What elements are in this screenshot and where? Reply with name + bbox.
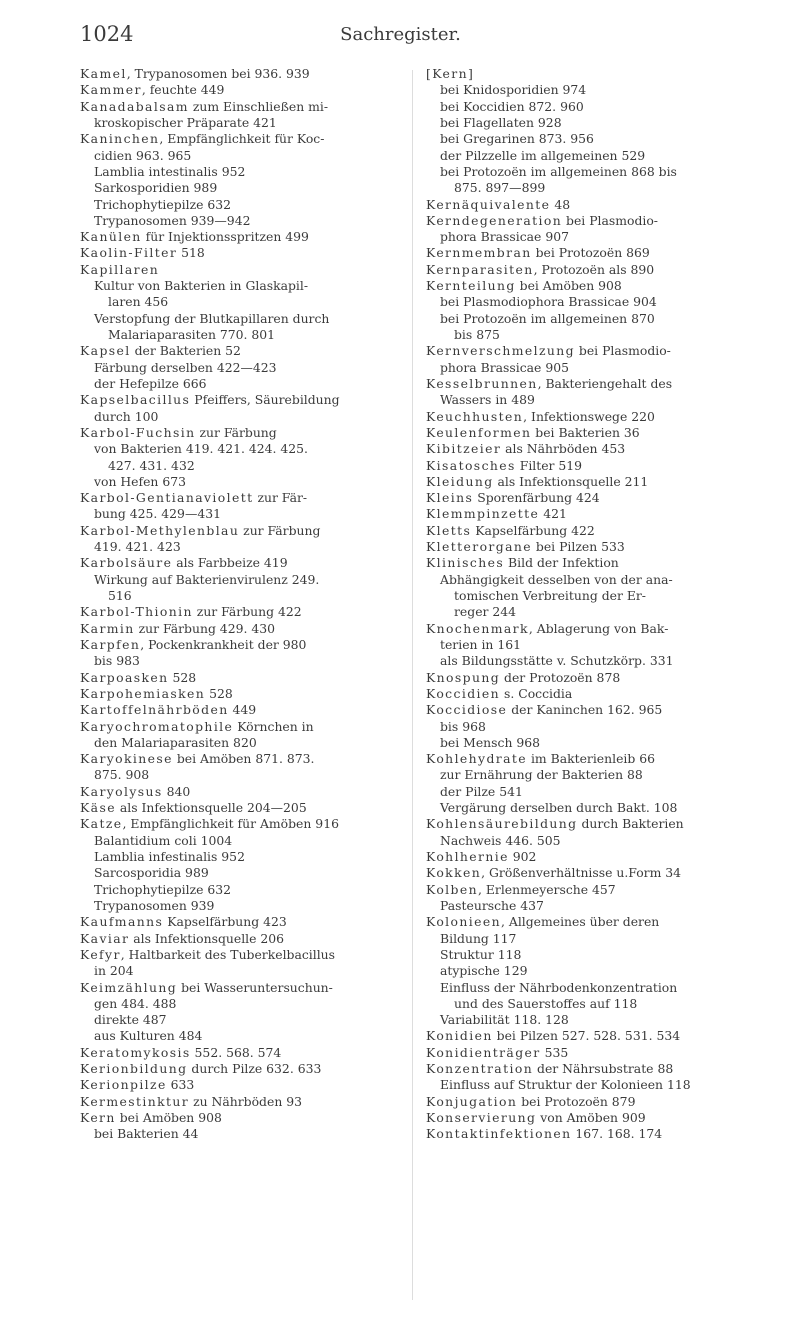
index-entry — [426, 555, 771, 571]
entry-keyword: Kisatosches — [426, 457, 516, 473]
entry-text: , Ablagerung von Bak- — [528, 620, 669, 636]
sub-entry-continuation: laren 456 — [108, 294, 169, 310]
entry-keyword: Konidien — [426, 1028, 493, 1044]
sub-entry-continuation: 875. 897—899 — [454, 180, 546, 196]
index-entry — [426, 1126, 771, 1142]
entry-text: von Amöben 909 — [536, 1110, 646, 1125]
entry-text: der Protozoën 878 — [500, 669, 621, 685]
entry-keyword: Konzentration — [426, 1061, 534, 1077]
entry-keyword: Kletterorgane — [426, 539, 532, 555]
entry-keyword: Kefyr — [80, 946, 121, 962]
entry-keyword: Kerionbildung — [80, 1061, 188, 1077]
entry-text: der Bakterien 52 — [130, 343, 241, 359]
entry-keyword: Konservierung — [426, 1110, 537, 1125]
entry-text: durch Bakterien — [577, 816, 684, 832]
index-entry — [426, 262, 771, 278]
entry-keyword: Kleidung — [426, 473, 494, 489]
entry-text: bei Wasseruntersuchun- — [177, 979, 333, 995]
entry-text: der Nährsubstrate 88 — [533, 1061, 674, 1077]
index-entry — [426, 621, 771, 637]
sub-entry: der Hefepilze 666 — [94, 375, 207, 391]
page-number: 1024 — [80, 22, 134, 46]
sub-entry: Trypanosomen 939—942 — [94, 212, 251, 228]
entry-text: , Trypanosomen bei 936. 939 — [126, 66, 310, 81]
entry-keyword: Kanülen — [80, 229, 142, 245]
entry-keyword: Kern — [80, 1110, 116, 1125]
entry-text: 535 — [540, 1044, 569, 1060]
index-entry — [80, 131, 425, 147]
index-entry — [426, 278, 771, 294]
entry-keyword: Kartoffelnährböden — [80, 702, 229, 718]
entry-text: für Injektionsspritzen 499 — [141, 229, 309, 245]
index-entry — [80, 637, 425, 653]
sub-entry: als Bildungsstätte v. Schutzkörp. 331 — [440, 653, 674, 669]
sub-entry: Einfluss der Nährbodenkonzentration — [440, 979, 678, 995]
sub-entry: Abhängigkeit desselben von der ana- — [440, 571, 673, 587]
entry-text: 633 — [166, 1077, 195, 1093]
entry-continuation: Wassers in 489 — [440, 392, 535, 408]
entry-keyword: [Kern] — [426, 66, 475, 81]
entry-continuation: terien in 161 — [440, 636, 521, 652]
sub-entry: von Hefen 673 — [94, 473, 187, 489]
index-entry — [426, 474, 771, 490]
sub-entry: bei Flagellaten 928 — [440, 114, 562, 130]
entry-text: bei Amöben 908 — [515, 278, 622, 294]
entry-keyword: Karyochromatophile — [80, 718, 234, 734]
index-entry — [426, 751, 771, 767]
entry-keyword: Kleins — [426, 490, 474, 506]
index-entry — [80, 392, 425, 408]
entry-text: zu Nährböden 93 — [189, 1093, 302, 1109]
entry-continuation: den Malariaparasiten 820 — [94, 734, 257, 750]
index-entry — [80, 82, 425, 98]
sub-entry: der Pilzzelle im allgemeinen 529 — [440, 147, 646, 163]
sub-entry: atypische 129 — [440, 963, 528, 979]
sub-entry: Kultur von Bakterien in Glaskapil- — [94, 278, 309, 294]
index-entry — [426, 197, 771, 213]
entry-text: zur Färbung 429. 430 — [134, 620, 275, 636]
entry-keyword: Kernäquivalente — [426, 196, 551, 212]
index-entry — [426, 506, 771, 522]
entry-text: Pfeiffers, Säurebildung — [190, 392, 340, 408]
entry-text: zur Färbung — [239, 522, 321, 538]
entry-keyword: Kerndegeneration — [426, 212, 563, 228]
index-entry — [426, 409, 771, 425]
entry-text: Kapselfärbung 422 — [471, 522, 595, 538]
entry-continuation: in 204 — [94, 963, 134, 979]
entry-keyword: Keulenformen — [426, 424, 532, 440]
entry-continuation: bung 425. 429—431 — [94, 506, 221, 522]
sub-entry-continuation: 427. 431. 432 — [108, 457, 195, 473]
entry-text: 421 — [539, 506, 567, 522]
entry-keyword: Koccidiose — [426, 702, 508, 718]
entry-text: im Bakterienleib 66 — [527, 751, 655, 767]
entry-keyword: Karyokinese — [80, 751, 173, 767]
index-entry — [426, 1045, 771, 1061]
entry-continuation: phora Brassicae 905 — [440, 359, 569, 375]
entry-continuation: cidien 963. 965 — [94, 147, 192, 163]
sub-entry: bei Bakterien 44 — [94, 1126, 199, 1142]
index-entry — [80, 245, 425, 261]
index-entry — [426, 490, 771, 506]
entry-keyword: Knochenmark — [426, 620, 529, 636]
index-entry — [426, 343, 771, 359]
index-entry — [80, 1094, 425, 1110]
entry-text: zur Fär- — [253, 490, 308, 506]
entry-text: bei Pilzen 533 — [531, 539, 625, 555]
entry-text: Kapselfärbung 423 — [163, 914, 287, 930]
index-entry — [80, 343, 425, 359]
index-entry — [80, 262, 425, 278]
entry-keyword: Keratomykosis — [80, 1044, 191, 1060]
entry-text: 552. 568. 574 — [190, 1044, 282, 1060]
index-entry — [80, 621, 425, 637]
entry-keyword: Kernverschmelzung — [426, 343, 575, 359]
sub-entry: Variabilität 118. 128 — [440, 1012, 569, 1028]
entry-keyword: Konidienträger — [426, 1044, 541, 1060]
entry-keyword: Kaviar — [80, 930, 130, 946]
entry-text: als Infektionsquelle 204—205 — [115, 800, 307, 816]
sub-entry: Vergärung derselben durch Bakt. 108 — [440, 800, 678, 816]
index-entry — [426, 1110, 771, 1126]
entry-text: bei Bakterien 36 — [531, 424, 640, 440]
entry-text: s. Coccidia — [500, 685, 573, 701]
entry-text: Körnchen in — [233, 718, 314, 734]
entry-text: durch Pilze 632. 633 — [187, 1061, 322, 1077]
sub-entry-continuation: reger 244 — [454, 604, 517, 620]
sub-entry: Trypanosomen 939 — [94, 897, 215, 913]
sub-entry-continuation: tomischen Verbreitung der Er- — [454, 588, 646, 603]
entry-text: bei Plasmodio- — [562, 212, 658, 228]
entry-keyword: Kolonieen — [426, 914, 501, 930]
entry-text: zur Färbung 422 — [192, 604, 302, 620]
sub-entry-continuation: Malariaparasiten 770. 801 — [108, 327, 276, 342]
entry-text: zum Einschließen mi- — [188, 98, 329, 114]
entry-keyword: Kohlehydrate — [426, 751, 527, 767]
sub-entry-continuation: 516 — [108, 588, 132, 603]
entry-keyword: Katze — [80, 816, 123, 832]
entry-text: 167. 168. 174 — [571, 1126, 663, 1142]
entry-continuation: Bildung 117 — [440, 930, 517, 946]
index-entry — [426, 702, 771, 718]
index-entry — [80, 719, 425, 735]
entry-text: der Kaninchen 162. 965 — [507, 702, 663, 718]
index-entry — [80, 555, 425, 571]
entry-continuation: gen 484. 488 — [94, 995, 177, 1011]
entry-continuation: 419. 421. 423 — [94, 539, 181, 555]
index-entry — [80, 1077, 425, 1093]
sub-entry: Färbung derselben 422—423 — [94, 359, 277, 375]
index-entry — [426, 670, 771, 686]
sub-entry: bei Gregarinen 873. 956 — [440, 131, 594, 147]
sub-entry: Trichophytiepilze 632 — [94, 196, 232, 212]
entry-keyword: Kermestinktur — [80, 1093, 190, 1109]
entry-keyword: Kletts — [426, 522, 472, 538]
entry-keyword: Koccidien — [426, 685, 501, 701]
index-entry — [80, 425, 425, 441]
entry-text: , Größenverhältnisse u.Form 34 — [481, 865, 682, 881]
index-entry — [426, 882, 771, 898]
entry-keyword: Karbol-Thionin — [80, 604, 193, 620]
index-entry — [80, 931, 425, 947]
index-entry — [426, 865, 771, 881]
entry-text: , Erlenmeyersche 457 — [478, 881, 616, 897]
index-entry — [426, 458, 771, 474]
entry-continuation: phora Brassicae 907 — [440, 229, 569, 245]
index-entry — [80, 66, 425, 82]
entry-continuation: kroskopischer Präparate 421 — [94, 114, 277, 130]
index-entry — [426, 245, 771, 261]
entry-text: , Empfänglichkeit für Koc- — [159, 131, 325, 147]
index-entry — [80, 800, 425, 816]
entry-keyword: Kanadabalsam — [80, 98, 189, 114]
sub-entry: Struktur 118 — [440, 946, 522, 962]
entry-keyword: Konjugation — [426, 1093, 518, 1109]
index-entry — [80, 1110, 425, 1126]
entry-keyword: Karyolysus — [80, 783, 163, 799]
index-entry — [80, 1061, 425, 1077]
index-entry — [426, 213, 771, 229]
entry-keyword: Kesselbrunnen — [426, 375, 538, 391]
entry-keyword: Karpoasken — [80, 669, 169, 685]
sub-entry: Wirkung auf Bakterienvirulenz 249. — [94, 571, 320, 587]
entry-keyword: Keuchhusten — [426, 408, 524, 424]
entry-text: 528 — [168, 669, 197, 685]
entry-text: , Allgemeines über deren — [501, 914, 660, 930]
entry-keyword: Karbol-Fuchsin — [80, 424, 196, 440]
entry-text: , Pockenkrankheit der 980 — [140, 636, 307, 652]
entry-keyword: Kapselbacillus — [80, 392, 191, 408]
entry-keyword: Kibitzeier — [426, 441, 502, 457]
entry-text: Filter 519 — [515, 457, 583, 473]
entry-text: Bild der Infektion — [504, 555, 619, 571]
sub-entry: aus Kulturen 484 — [94, 1028, 203, 1044]
sub-entry-continuation: bis 875 — [454, 327, 500, 342]
entry-text: , Empfänglichkeit für Amöben 916 — [122, 816, 339, 832]
entry-continuation: zur Ernährung der Bakterien 88 — [440, 767, 643, 783]
sub-entry-continuation: und des Sauerstoffes auf 118 — [454, 995, 638, 1011]
index-entry — [426, 816, 771, 832]
index-entry — [80, 490, 425, 506]
sub-entry: Pasteursche 437 — [440, 897, 544, 913]
entry-continuation: durch 100 — [94, 408, 159, 424]
index-entry — [80, 523, 425, 539]
index-entry — [426, 1061, 771, 1077]
entry-keyword: Kapsel — [80, 343, 131, 359]
index-entry — [426, 539, 771, 555]
entry-text: als Infektionsquelle 206 — [129, 930, 285, 946]
page-header — [0, 22, 801, 48]
entry-keyword: Kapillaren — [80, 261, 160, 277]
index-entry — [426, 686, 771, 702]
entry-text: 902 — [508, 849, 537, 864]
entry-text: bei Amöben 908 — [115, 1110, 222, 1125]
entry-keyword: Karbol-Methylenblau — [80, 522, 240, 538]
entry-keyword: Kerionpilze — [80, 1077, 167, 1093]
entry-keyword: Kontaktinfektionen — [426, 1126, 572, 1142]
entry-continuation: bis 983 — [94, 653, 140, 669]
index-entry — [80, 670, 425, 686]
entry-keyword: Kolben — [426, 881, 478, 897]
entry-text: bei Pilzen 527. 528. 531. 534 — [492, 1028, 681, 1044]
index-entry — [426, 1094, 771, 1110]
left-column — [80, 66, 425, 1143]
entry-text: , Protozoën als 890 — [533, 261, 655, 277]
entry-keyword: Käse — [80, 800, 116, 816]
entry-text: als Farbbeize 419 — [172, 555, 288, 571]
sub-entry: Sarkosporidien 989 — [94, 180, 218, 196]
entry-keyword: Keimzählung — [80, 979, 178, 995]
entry-text: 48 — [550, 196, 571, 212]
sub-entry: bei Koccidien 872. 960 — [440, 98, 584, 114]
running-title: Sachregister. — [340, 24, 461, 45]
sub-entry: bei Mensch 968 — [440, 734, 541, 750]
right-column — [426, 66, 771, 1143]
entry-keyword: Kaninchen — [80, 131, 160, 147]
sub-entry: Trichophytiepilze 632 — [94, 881, 232, 897]
entry-keyword: Klemmpinzette — [426, 506, 540, 522]
entry-keyword: Karpohemiasken — [80, 685, 206, 701]
entry-keyword: Kohlhernie — [426, 849, 509, 864]
entry-text: , Bakteriengehalt des — [537, 375, 673, 391]
entry-continuation: der Pilze 541 — [440, 783, 523, 799]
index-entry — [426, 1028, 771, 1044]
index-entry — [80, 1045, 425, 1061]
entry-keyword: Kohlensäurebildung — [426, 816, 578, 832]
entry-text: , Haltbarkeit des Tuberkelbacillus — [120, 946, 336, 962]
index-entry — [80, 229, 425, 245]
sub-entry: bei Knidosporidien 974 — [440, 82, 587, 98]
entry-continuation: Nachweis 446. 505 — [440, 832, 561, 848]
index-entry — [80, 914, 425, 930]
entry-text: Sporenfärbung 424 — [473, 490, 600, 506]
entry-keyword: Kernmembran — [426, 245, 532, 261]
sub-entry: bei Protozoën im allgemeinen 868 bis — [440, 163, 677, 179]
entry-text: als Infektionsquelle 211 — [493, 473, 649, 489]
entry-keyword: Klinisches — [426, 555, 505, 571]
sub-entry: Verstopfung der Blutkapillaren durch — [94, 310, 330, 326]
entry-text: , feuchte 449 — [141, 82, 225, 98]
entry-keyword: Karmin — [80, 620, 135, 636]
index-entry — [426, 523, 771, 539]
sub-entry: von Bakterien 419. 421. 424. 425. — [94, 441, 308, 457]
entry-text: bei Protozoën 879 — [517, 1093, 636, 1109]
index-entry — [426, 441, 771, 457]
entry-keyword: Karbol-Gentianaviolett — [80, 490, 254, 506]
entry-text: zur Färbung — [195, 424, 277, 440]
entry-keyword: Knospung — [426, 669, 501, 685]
entry-text: 528 — [205, 685, 233, 701]
sub-entry: Einfluss auf Struktur der Kolonieen 118 — [440, 1077, 691, 1093]
sub-entry: Balantidium coli 1004 — [94, 832, 233, 848]
index-entry — [80, 816, 425, 832]
entry-keyword: Karbolsäure — [80, 555, 173, 571]
index-entry — [426, 914, 771, 930]
entry-keyword: Kernteilung — [426, 278, 516, 294]
entry-text: 518 — [177, 245, 205, 261]
entry-text: 840 — [162, 783, 191, 799]
index-entry — [426, 849, 771, 865]
index-entry — [426, 376, 771, 392]
entry-keyword: Kaolin-Filter — [80, 245, 178, 261]
index-entry — [80, 947, 425, 963]
entry-text: bei Plasmodio- — [574, 343, 671, 359]
index-entry — [80, 686, 425, 702]
entry-keyword: Kammer — [80, 82, 142, 98]
entry-keyword: Kamel — [80, 66, 127, 81]
sub-entry: Lamblia intestinalis 952 — [94, 163, 246, 179]
sub-entry: direkte 487 — [94, 1012, 167, 1028]
entry-keyword: Kaufmanns — [80, 914, 164, 930]
index-entry — [80, 980, 425, 996]
entry-text: , Infektionswege 220 — [523, 408, 655, 424]
entry-text: als Nährböden 453 — [501, 441, 626, 457]
index-entry — [80, 784, 425, 800]
entry-continuation: bis 968 — [440, 718, 486, 734]
index-entry — [426, 66, 771, 82]
entry-keyword: Kokken — [426, 865, 482, 881]
entry-text: bei Protozoën 869 — [531, 245, 650, 261]
sub-entry: bei Protozoën im allgemeinen 870 — [440, 310, 655, 326]
index-entry — [80, 99, 425, 115]
sub-entry: bei Plasmodiophora Brassicae 904 — [440, 294, 657, 310]
index-entry — [80, 702, 425, 718]
entry-keyword: Kernparasiten — [426, 261, 534, 277]
sub-entry: Sarcosporidia 989 — [94, 865, 209, 881]
entry-text: bei Amöben 871. 873. — [172, 751, 315, 767]
entry-continuation: 875. 908 — [94, 767, 150, 783]
index-entry — [80, 751, 425, 767]
entry-keyword: Karpfen — [80, 636, 141, 652]
entry-text: 449 — [228, 702, 257, 718]
index-entry — [426, 425, 771, 441]
sub-entry: Lamblia infestinalis 952 — [94, 849, 245, 864]
index-entry — [80, 604, 425, 620]
